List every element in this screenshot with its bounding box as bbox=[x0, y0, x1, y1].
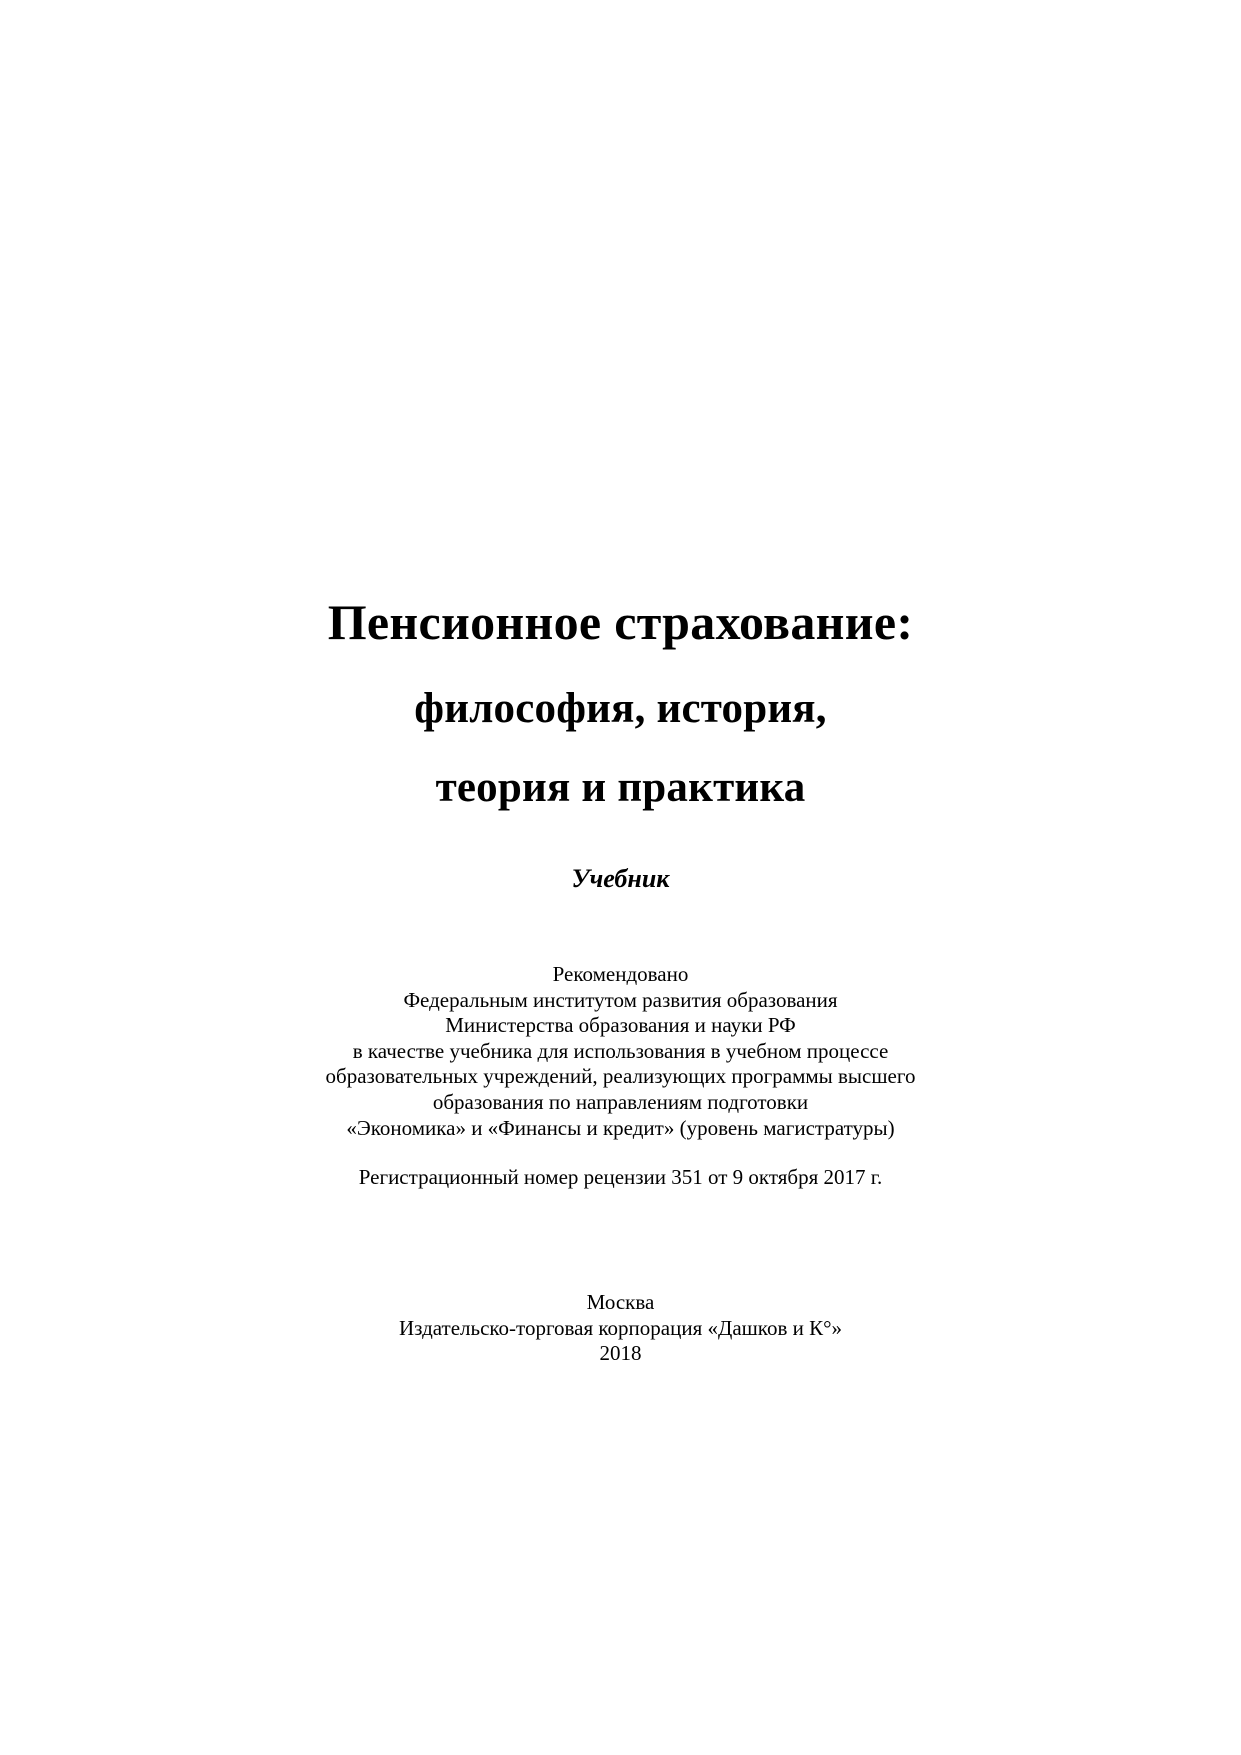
recommendation-line: образования по направлениям подготовки bbox=[432, 1089, 809, 1114]
imprint-publisher: Издательско-торговая корпорация «Дашков и К°» bbox=[399, 1315, 842, 1340]
recommendation-line: в качестве учебника для использования в учебном процессе bbox=[352, 1038, 889, 1063]
recommendation-line: Федеральным институтом развития образования bbox=[403, 987, 838, 1012]
subtitle-line: теория и практика bbox=[435, 764, 806, 811]
recommendation-line: образовательных учреждений, реализующих программы высшего bbox=[325, 1064, 916, 1089]
subtitle-line: философия, история, bbox=[414, 685, 827, 732]
book-title: Пенсионное страхование: bbox=[327, 594, 914, 650]
imprint-year: 2018 bbox=[599, 1341, 642, 1365]
recommendation-statement bbox=[0, 962, 1241, 1141]
imprint-city: Москва bbox=[586, 1290, 655, 1314]
recommendation-line: Рекомендовано bbox=[552, 962, 689, 986]
book-genre: Учебник bbox=[571, 864, 670, 893]
recommendation-line: Министерства образования и науки РФ bbox=[445, 1013, 796, 1038]
book-subtitle bbox=[0, 669, 1241, 827]
imprint bbox=[0, 1290, 1241, 1367]
registration-number: Регистрационный номер рецензии 351 от 9 октября 2017 г. bbox=[358, 1165, 883, 1189]
recommendation-line: «Экономика» и «Финансы и кредит» (уровень магистратуры) bbox=[346, 1115, 895, 1140]
